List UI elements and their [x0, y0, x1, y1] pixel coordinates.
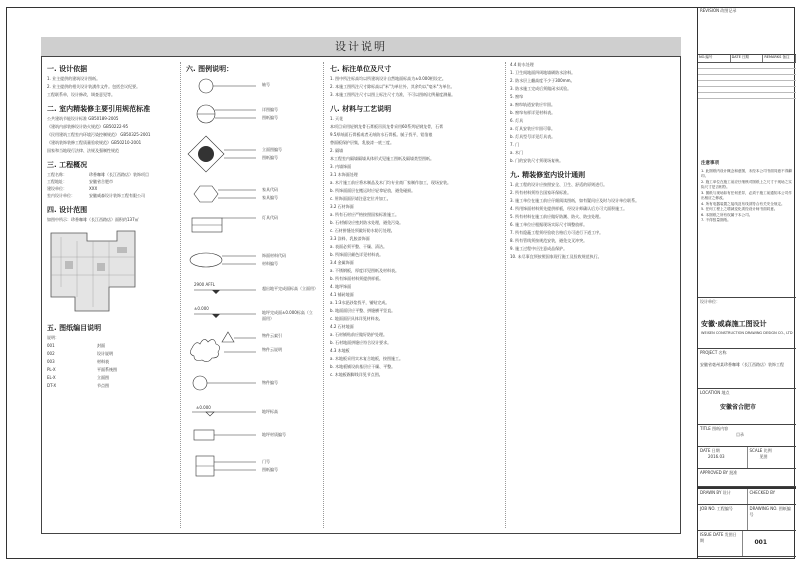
designer-label: 设计单位：	[700, 299, 720, 304]
location-label: LOCATION 地点	[700, 390, 730, 395]
revision-table	[698, 55, 796, 155]
materials-list	[330, 116, 502, 378]
materials-item: b. 地面面层应平整、拼缝横平竖直。	[330, 308, 396, 313]
overview-key: 工程地址：	[47, 179, 67, 184]
legend-label: 地坪材质编号	[262, 432, 286, 437]
basis-item: 工程联系单，设计修改，调查意见等。	[47, 92, 115, 97]
drawing-desc: 封面	[97, 343, 105, 348]
materials-item: 9.5厚纸面石膏板或者无纸防水石膏板。腻子找平，铝箔裱	[330, 132, 433, 137]
rules-item: 9. 施工过程中应注意成品保护。	[510, 246, 568, 251]
section-heading-codes: 二. 室内精装修主要引用规范标准	[47, 105, 151, 113]
column-legend	[186, 62, 316, 536]
section-heading-drawings: 五. 图纸编目说明	[47, 324, 102, 332]
basis-item: 2. 业主提供的相关设计装潢作文件。包括会议纪要。	[47, 84, 141, 89]
drawing-list-row	[47, 351, 175, 357]
overview-key: 室内设计单位：	[47, 193, 75, 198]
column-1	[47, 62, 175, 391]
materials-item: 3.1 木饰面处理	[330, 172, 358, 177]
floor-elevation-icon	[186, 402, 256, 422]
units-item: 1. 图中所注标高均以所建筑设计自然地面标高为±0.000相设定。	[330, 76, 446, 81]
legend-label: 详图编号	[262, 107, 278, 112]
materials-item: 4. 地坪饰面	[330, 284, 352, 289]
section-heading-basis: 一. 设计依据	[47, 65, 88, 73]
column-divider	[323, 62, 324, 528]
materials-item: 3.2 石材饰面	[330, 204, 354, 209]
drawing-list-row	[47, 367, 175, 373]
drawn-label: DRAWN BY 设计	[698, 489, 748, 504]
materials-item: b. 窗帘布样详见材料表。	[510, 110, 556, 115]
materials-item: a. 石材铺贴前应做好防护处理。	[330, 332, 387, 337]
legend-label: 灯具代码	[262, 215, 278, 220]
code-item: 《建筑内部装修设计防火规范》GB50222-95	[47, 124, 129, 129]
note-item: 6. 本图纸之所有权属于本公司。	[701, 212, 753, 217]
rev-col-no: NO.编号	[698, 55, 731, 62]
title-block	[697, 7, 795, 559]
legend-list	[186, 76, 316, 536]
materials-item: a. 不锈钢板，厚度详见图纸及材料表。	[330, 268, 399, 273]
legend-label: 立面图编号	[262, 147, 282, 152]
overview-key: 工程名称：	[47, 172, 67, 177]
materials-item: 4.1 铺砖地面	[330, 292, 354, 297]
drawn-checked-cell	[698, 487, 796, 505]
materials-continued-list	[510, 62, 676, 164]
materials-item: b. 木地板铺设前基层应干燥、平整。	[330, 364, 396, 369]
materials-item: 1. 天花	[330, 116, 344, 121]
drawing-list-row	[47, 359, 175, 365]
section-heading-materials: 八. 材料与工艺说明	[330, 105, 392, 113]
issue-label: ISSUE DATE 发图日期	[698, 531, 743, 556]
notes-block	[698, 159, 796, 226]
materials-item: a. 表面必须平整、干燥、清洁。	[330, 244, 387, 249]
rules-item: 7. 所有隐蔽工程须经验收合格后方可进行下道工序。	[510, 230, 604, 235]
note-item: 5. 任何工程上之增减变化须经设计师书面同意。	[701, 207, 778, 211]
section-heading-units: 七. 标注单位及尺寸	[330, 65, 392, 73]
drawing-code: 说明：	[47, 335, 59, 340]
detail-symbol-icon	[186, 100, 256, 128]
legend-label: 家具编号	[262, 195, 278, 200]
overview-value: 安徽省合肥市	[89, 179, 113, 184]
location-value: 安徽省合肥市	[720, 404, 757, 411]
job-drawing-cell	[698, 505, 796, 531]
drawing-code: EL-X	[47, 375, 56, 380]
overview-row	[47, 179, 175, 185]
scale-label: SCALE 比例	[749, 448, 772, 453]
legend-object	[186, 372, 316, 394]
section-heading-scope: 四. 设计范围	[47, 206, 88, 214]
legend-lighting	[186, 212, 316, 240]
drawing-code: 002	[47, 351, 55, 356]
materials-item: 2. 隔墙	[330, 148, 344, 153]
company-name: 安徽·威森施工图设计	[701, 320, 767, 328]
rules-item: 2. 所有材料须符合国家环保标准。	[510, 190, 572, 195]
column-divider	[180, 62, 181, 528]
materials-item: 2. 防水层上翻高度不少于300mm。	[510, 78, 575, 83]
drawing-list-row	[47, 383, 175, 389]
drawing-label: DRAWING NO. 图纸编号	[749, 506, 791, 517]
rules-item: 1. 此工程的设计应按照安全、卫生、舒适的原则进行。	[510, 182, 608, 187]
revision-row	[698, 93, 796, 99]
overview-value: 珍香咖啡（长江西路店）装饰项目	[89, 172, 149, 177]
date-value: 2016.03	[708, 454, 725, 459]
axis-symbol-icon	[186, 76, 256, 96]
drawing-list-row	[47, 335, 175, 341]
lighting-symbol-icon	[186, 212, 256, 240]
legend-label: 图纸编号	[262, 155, 278, 160]
materials-item: 3. 防水施工完成后须做闭水试验。	[510, 86, 572, 91]
materials-item: 7. 门	[510, 142, 520, 147]
section-heading-overview: 三. 工程概况	[47, 161, 88, 169]
materials-item: b. 石材铺设应密封防水处理，避免污染。	[330, 220, 404, 225]
legend-label: 超出地平完成面标高（立面用）	[262, 286, 318, 291]
rev-col-date: DATE 日期	[731, 55, 764, 62]
legend-mark: ±0.000	[194, 306, 209, 311]
section-heading-rules: 九. 精装修室内设计通则	[510, 171, 586, 179]
materials-item: 3.3 涂料、乳胶漆饰面	[330, 236, 370, 241]
floor-material-icon	[186, 426, 256, 446]
materials-item: c. 所饰面面层请注意定位并加工。	[330, 196, 391, 201]
date-cell	[698, 447, 748, 468]
materials-item: c. 木地板踢脚线详见节点图。	[330, 372, 383, 377]
legend-label: 材料编号	[262, 261, 278, 266]
issue-cell	[698, 531, 796, 557]
legend-axis	[186, 76, 316, 96]
drawing-desc: 材料表	[97, 359, 109, 364]
rules-item: 5. 所有材料在施工前应做好防潮、防火、防虫处理。	[510, 214, 604, 219]
note-item: 4. 所有电器装置之接线及布线须符合有关安全规定。	[701, 201, 785, 206]
job-label: JOB NO. 工程编号	[698, 505, 748, 530]
rules-item: 8. 所有管线须按规范安装，避免交叉冲突。	[510, 238, 588, 243]
title-label: TITLE 图纸内容	[700, 426, 729, 431]
column-divider	[505, 62, 506, 528]
furniture-symbol-icon	[186, 182, 256, 206]
code-item: 公共建筑节能设计标准 GB50189-2005	[47, 116, 119, 121]
materials-item: 本工程室内隔墙隔墙具体形式见施工图纸及隔墙类型图纸。	[330, 156, 434, 161]
note-item: 2. 施工单位在施工前应仔细核对图纸上之尺寸于现场之实际尺寸是否相符。	[701, 179, 792, 189]
legend-mark: ±0.000	[196, 405, 211, 410]
materials-item: 替面板保护层集，乳胶漆一底三度。	[330, 140, 394, 145]
note-item: 1. 此图纸内设计概念和意图，未经本公司书面同意不得翻印。	[701, 168, 792, 178]
materials-item: a. 窗帘轨道安装应牢固。	[510, 102, 555, 107]
materials-item: b. 所有饰面材料须提供样板。	[330, 276, 384, 281]
materials-item: a. 所有石材应严格按照国家标准施工。	[330, 212, 399, 217]
materials-item: a. 木地板采用实木复合地板，按图施工。	[330, 356, 403, 361]
floor-level-icon	[186, 302, 256, 322]
materials-item: 4.3 木地板	[330, 348, 350, 353]
door-tag-icon	[186, 452, 256, 482]
materials-item: b. 门的安装尺寸须现场复核。	[510, 158, 564, 163]
code-item: 《建筑装饰装修工程质量验收规范》GB50210-2001	[47, 140, 142, 145]
project-cell	[698, 349, 796, 389]
basis-item: 1. 业主提供的建筑设计图纸。	[47, 76, 101, 81]
legend-label: 轴号	[262, 82, 270, 87]
column-3	[330, 62, 502, 380]
rules-item: 3. 施工单位在施工前应仔细阅读图纸，如有疑问应及时与设计单位联系。	[510, 198, 640, 203]
code-item: 国家和当地现行法律、法规及强制性规范	[47, 148, 119, 153]
legend-label: 地坪完成面±0.000标高（立面用）	[262, 310, 313, 321]
legend-label: 图纸编号	[262, 115, 278, 120]
drawing-code: PL-X	[47, 367, 56, 372]
checked-label: CHECKED BY	[749, 490, 776, 495]
drawing-code: 003	[47, 359, 55, 364]
elevation-symbol-icon	[186, 134, 256, 174]
legend-floor-zero	[186, 302, 316, 322]
rules-item: 4. 所用饰面材料须先提供样板，经设计师确认后方可大面积施工。	[510, 206, 628, 211]
overview-row	[47, 172, 175, 178]
legend-label: 地坪标高	[262, 409, 278, 414]
level-marker-icon	[186, 278, 256, 298]
object-tag-icon	[186, 372, 256, 394]
materials-item: 4.4 防水处理	[510, 62, 534, 67]
project-name: 安徽省亳州某珍香咖啡（长江西路店）装饰工程	[700, 362, 784, 367]
legend-label: 饰面材料代码	[262, 253, 286, 258]
materials-item: c. 石材拼缝处须做好防水防污处理。	[330, 228, 395, 233]
drawing-code: 001	[47, 343, 55, 348]
date-label: DATE 日期	[700, 448, 720, 453]
approved-cell: APPROVED BY 批准	[698, 469, 796, 487]
column-4	[510, 62, 676, 262]
scope-text: 如图中所示：珍香咖啡（长江西路店）面积约137㎡	[47, 217, 139, 222]
materials-item: b. 灯具型号详见灯具表。	[510, 134, 556, 139]
company-name-en: WEISEN CONSTRUCTION DRAWING DESIGN CO., LTD	[701, 331, 793, 335]
units-item: 3. 本施工图所注尺寸以图上标注尺寸为准，不可以图纸比例量度测量。	[330, 92, 456, 97]
legend-label: 物件云索引	[262, 333, 282, 338]
drawing-number: 001	[754, 539, 768, 546]
floor-plan-thumbnail	[47, 227, 139, 317]
drawing-list-row	[47, 343, 175, 349]
materials-item: a. 1:3水泥砂浆找平，铺贴完成。	[330, 300, 390, 305]
code-item: 《民用建筑工程室内环境污染控制规范》 GB50325-2001	[47, 132, 151, 137]
note-item: 3. 图纸与现场如有任何差异，必须于施工前通知本公司作出相应之修改。	[701, 190, 792, 200]
project-label: PROJECT 名称	[700, 350, 727, 355]
materials-item: 3. 内墙饰面	[330, 164, 352, 169]
materials-item: a. 木门	[510, 150, 523, 155]
materials-item: c. 地面面层具体详见材料表。	[330, 316, 383, 321]
overview-key: 建设单位：	[47, 186, 67, 191]
legend-floor-level	[186, 402, 316, 422]
legend-mark: 2900 AFFL	[194, 282, 216, 287]
legend-label: 图纸编号	[262, 467, 278, 472]
drawing-desc: 设计说明	[97, 351, 113, 356]
finish-symbol-icon	[186, 246, 256, 274]
legend-label: 门号	[262, 459, 270, 464]
materials-item: 4.2 石材地面	[330, 324, 354, 329]
materials-item: b. 所饰面面层在搬运时应轻拿轻放，避免碰损。	[330, 188, 416, 193]
drawing-list-row	[47, 375, 175, 381]
legend-level-elevation	[186, 278, 316, 298]
overview-row	[47, 193, 175, 199]
revision-header: REVISION 改图记录	[698, 7, 796, 55]
location-cell	[698, 389, 796, 425]
rules-item: 6. 施工单位应根据现场实际尺寸调整放样。	[510, 222, 588, 227]
materials-item: a. 灯具安装应牢固可靠。	[510, 126, 555, 131]
section-heading-legend: 六. 图例说明：	[186, 65, 234, 73]
materials-item: b. 所饰面层颜色详见材料表。	[330, 252, 384, 257]
legend-label: 家具代码	[262, 187, 278, 192]
scale-cell	[748, 447, 797, 468]
rev-col-remarks: REMARKS 备注	[763, 55, 796, 62]
sheet-title: 设计说明	[41, 37, 681, 57]
legend-detail	[186, 100, 316, 128]
overview-value: XXX	[89, 186, 98, 191]
materials-item: 6. 灯具	[510, 118, 524, 123]
drawing-desc: 立面图	[97, 375, 109, 380]
rules-list	[510, 182, 676, 260]
units-item: 2. 本施工图所注尺寸除标高以"米"为单位外，其余均以"毫米"为单位。	[330, 84, 455, 89]
date-scale-cell	[698, 447, 796, 469]
title-cell	[698, 425, 796, 447]
revision-cloud-icon	[186, 328, 256, 368]
legend-label: 物件编号	[262, 380, 278, 385]
revision-table-header	[698, 55, 796, 63]
title-value: 目录	[736, 432, 744, 437]
legend-elevation	[186, 134, 316, 174]
drawing-code: DT-X	[47, 383, 57, 388]
legend-label: 物件云说明	[262, 347, 282, 352]
note-item: 7. 不得按量图纸。	[701, 218, 731, 222]
legend-finish	[186, 246, 316, 274]
materials-item: 3.4 金属饰面	[330, 260, 354, 265]
rules-item: 10. 未尽事宜须按照国家现行施工及验收规范执行。	[510, 254, 602, 259]
materials-item: 本项目采用轻钢龙骨石膏板吊顶龙骨采用60系列轻钢龙骨，石膏	[330, 124, 444, 129]
overview-row	[47, 186, 175, 192]
drawing-desc: 节点图	[97, 383, 109, 388]
overview-value: 安徽威森设计装饰工程有限公司	[89, 193, 145, 198]
legend-floor-material	[186, 426, 316, 446]
materials-item: a. 木片施工前应将木制品及木门均专业商厂家制作加工，现场安装。	[330, 180, 451, 185]
floor-plan-drawing	[47, 227, 139, 317]
notes-title: 注意事项	[701, 161, 719, 166]
materials-item: 1. 卫生间地面四周地墙刷防水涂料。	[510, 70, 576, 75]
legend-furniture	[186, 182, 316, 206]
scale-value: 见图	[759, 454, 768, 459]
legend-cloud	[186, 328, 316, 368]
legend-door	[186, 452, 316, 482]
materials-item: 5. 窗帘	[510, 94, 524, 99]
drawing-desc: 平面系统图	[97, 367, 117, 372]
materials-item: b. 石材地面拼缝应符合设计要求。	[330, 340, 392, 345]
